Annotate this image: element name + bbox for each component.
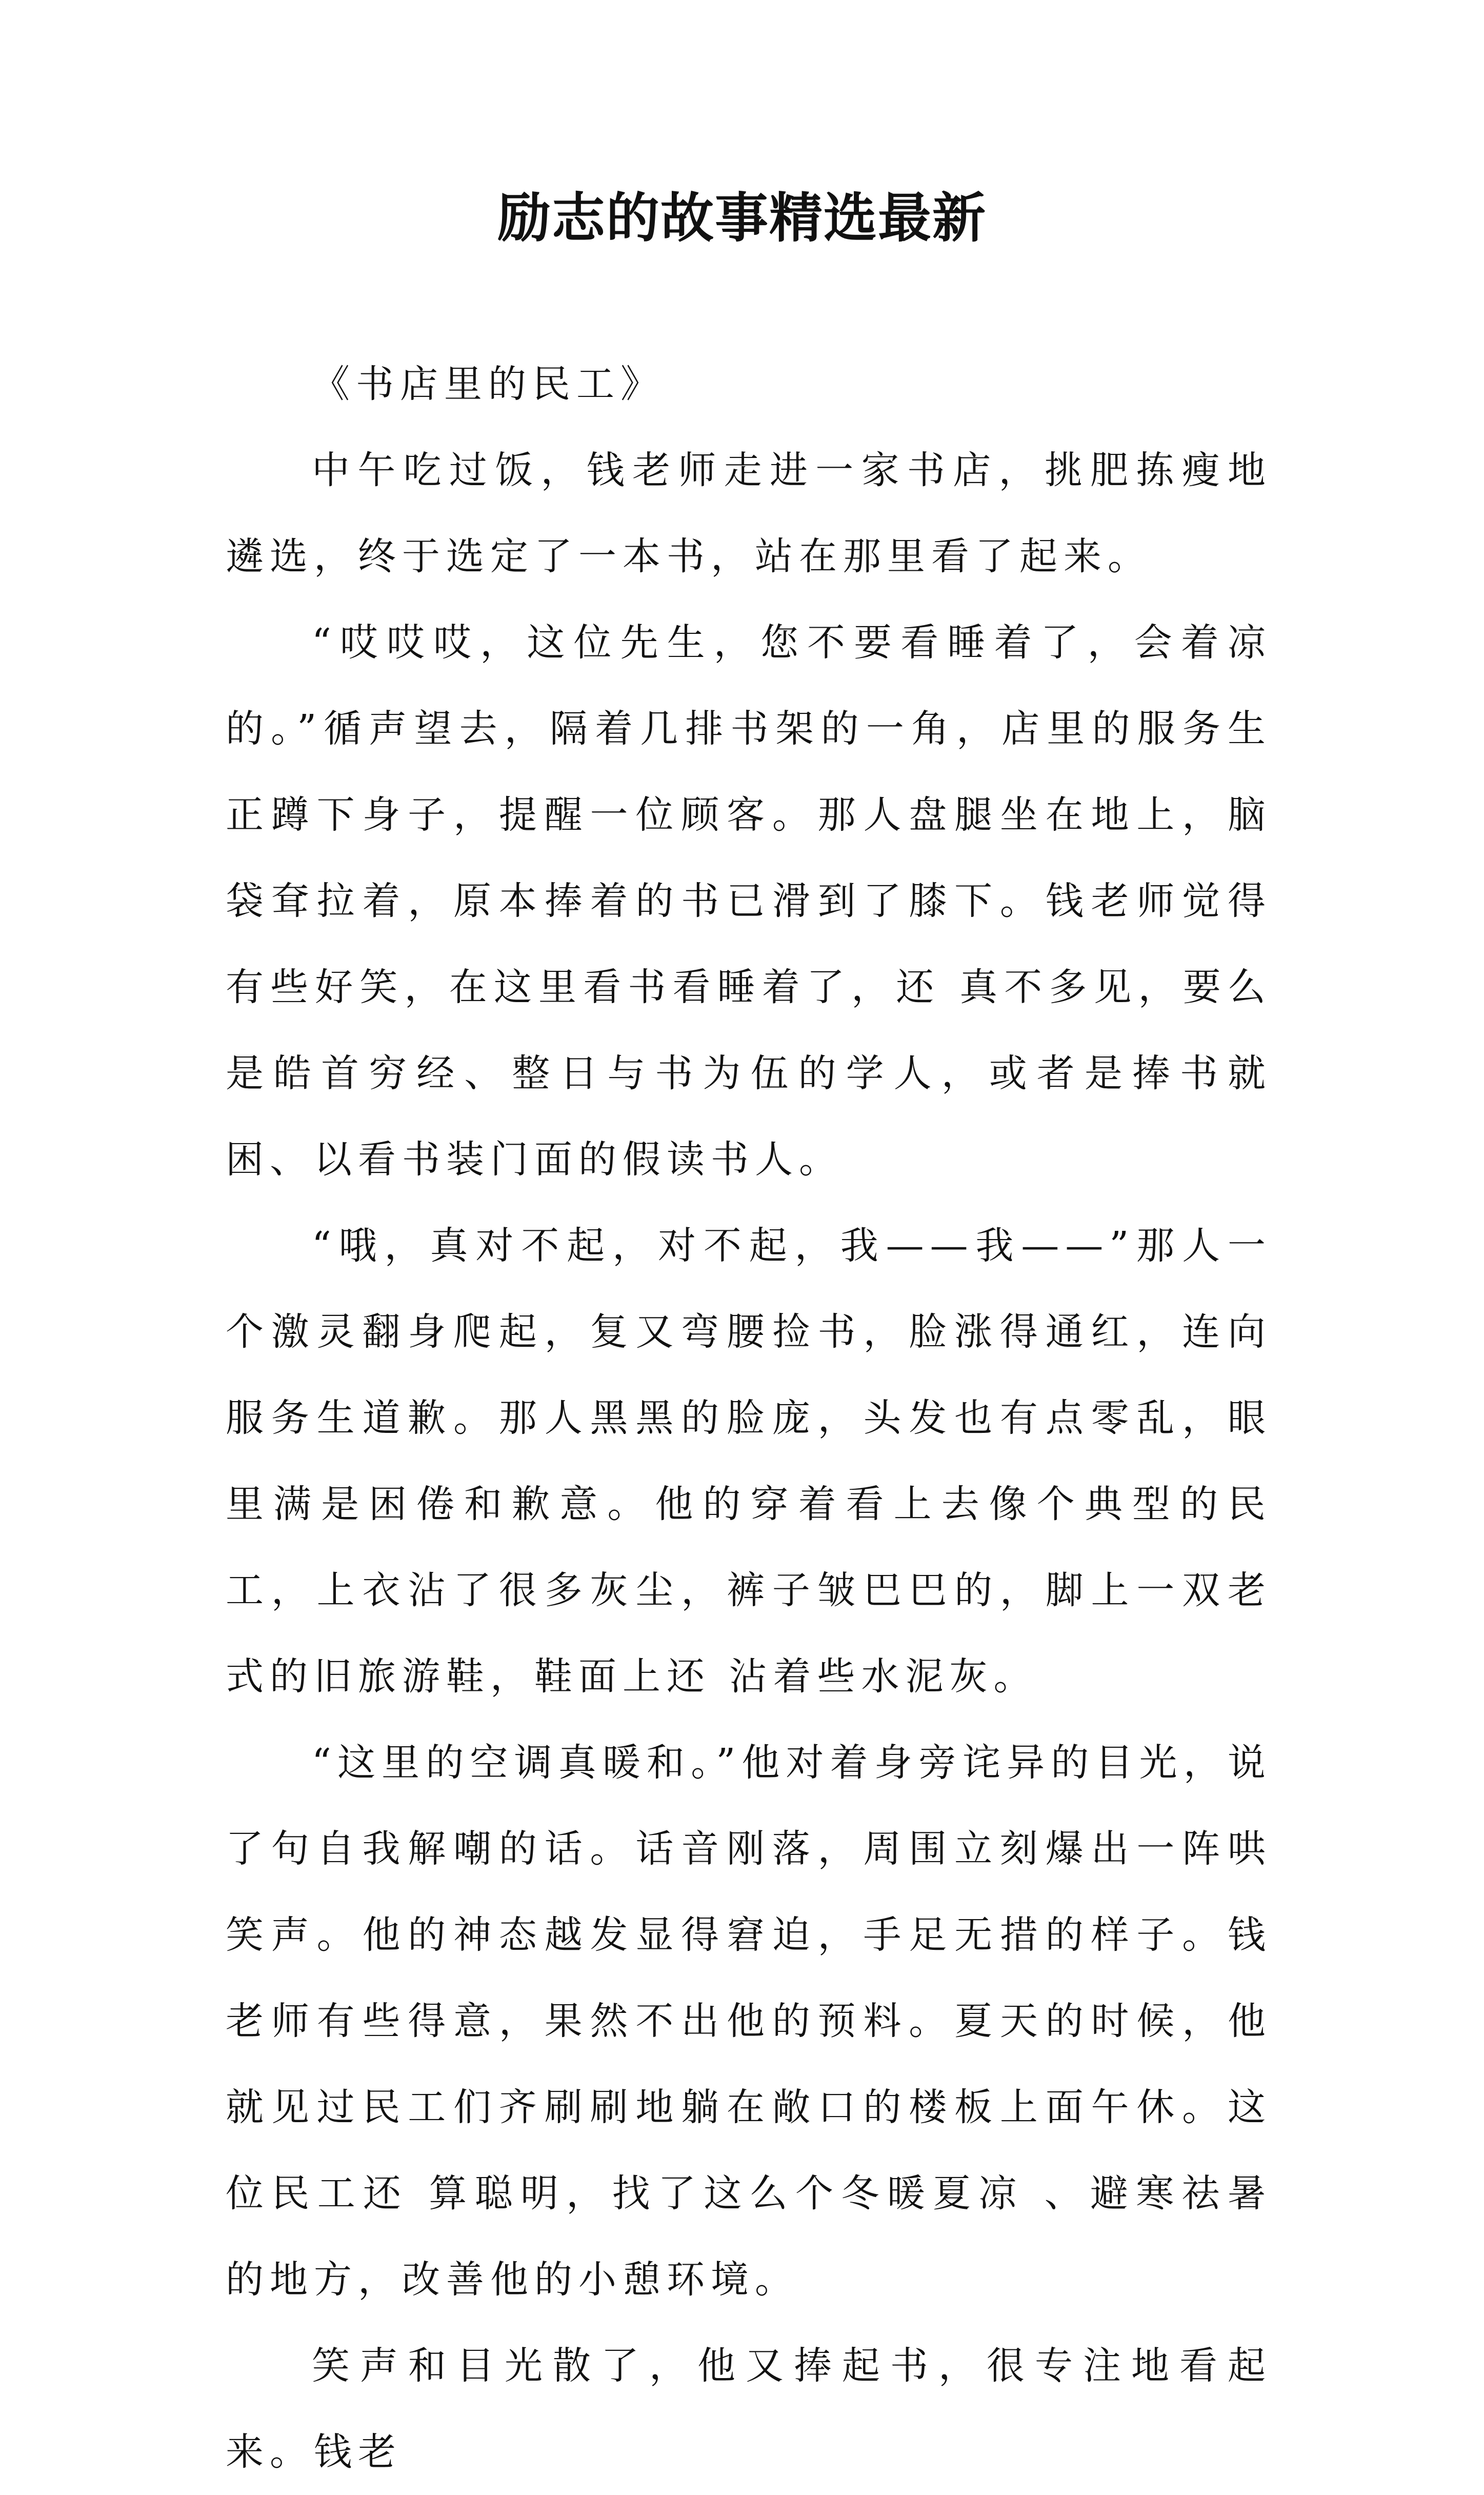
document-title: 励志的故事精选最新 [497,186,987,249]
paragraph-3: “哦，真对不起，对不起，我——我——”那人一个激灵翻身爬起，复又弯腰捡书，脸涨得通红，连向服务生道歉。那人黑黑的脸庞，头发也有点零乱，眼里满是困倦和歉意。他的穿着看上去像个典型的民工，上衣沾了很多灰尘，裤子皱巴巴的，脚上一双老式的旧旅游鞋，鞋面上还 沾着些水泥灰。 [226,1224,1272,1699]
paragraph-5: 笑声和目光散了，他又捧起书，很专注地看起来。钱老 [226,2344,1272,2474]
paragraph-4: “这里的空调真暖和。”他对着身旁诧异的目光，说了句自我解嘲的话。话音刚落，周围立刻爆出一阵哄笑声。他的神态越发显得窘迫，手足无措的样子。钱老师有些得意，果然不出他的预料。夏天的时候，他就见过民工们齐刷刷地躺在敞口的楼板上面午休。这位民工还 算聪明，找了这么个冬暖夏凉 、避寒祛暑的地方，改善他的小憩环境。 [226,1741,1272,2302]
story-title: 《书店里的民工》 [312,362,665,406]
document-body [226,341,1272,2495]
paragraph-1: 中午吃过饭，钱老师走进一家书店，挑肥拣瘦地遴选，终于选定了一本书，站在那里看了起来。 [226,448,1272,578]
paragraph-2: “哎哎哎，这位先生，您不要看睡着了，会着凉的。”循声望去，隔着几排书架的一角，店里的服务生正蹲下身子，提醒一位顾客。那人盘腿坐在地上，脑袋耷拉着，原本捧着的书已滑到了膝下。钱老师觉得有些好笑，在这里看书看睡着了，还 真不多见，要么是皓首穷经、整日与书为伍的学人，或者是捧书就困、以看书装门面的假读书人。 [226,621,1272,1182]
